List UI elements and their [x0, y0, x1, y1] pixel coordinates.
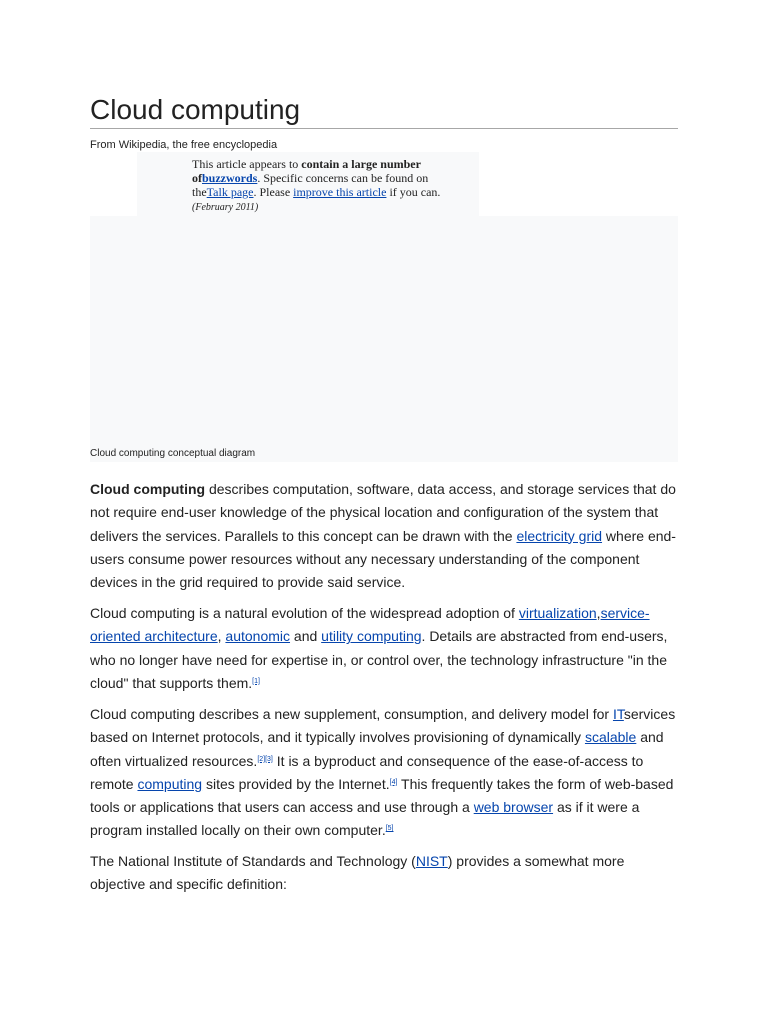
p3-text-3: and often virtualized resources. [90, 729, 664, 769]
soa-link[interactable]: service-oriented architecture [90, 605, 650, 645]
electricity-grid-link[interactable]: electricity grid [516, 527, 603, 544]
notice-date: (February 2011) [192, 202, 259, 213]
virtualization-link[interactable]: virtualization [518, 605, 597, 621]
ref-5[interactable]: [5] [385, 825, 394, 833]
notice-text [192, 157, 462, 215]
p2-text-2: . Details are abstracted from end-users, who no longer have need for expertise in, or control over, the technology infrastructure "in the cloud" that supports them. [90, 628, 668, 691]
p2-sep-1: , [596, 605, 601, 621]
notice-after-buzz: . Specific concerns can be found on the [192, 171, 429, 199]
notice-bold: contain a large number of [192, 157, 421, 185]
page-title: Cloud computing [90, 92, 678, 129]
utility-computing-link[interactable]: utility computing [321, 628, 422, 645]
figure-caption: Cloud computing conceptual diagram [90, 448, 256, 459]
autonomic-link[interactable]: autonomic [225, 628, 291, 645]
web-browser-link[interactable]: web browser [473, 799, 554, 816]
improve-article-link[interactable]: improve this article [293, 185, 387, 199]
nist-link[interactable]: NIST [415, 853, 448, 869]
lead-term: Cloud computing [90, 481, 206, 497]
p2-and: and [290, 628, 322, 645]
paragraph-2 [90, 602, 682, 695]
notice-mid: . Please [253, 185, 294, 199]
computing-link[interactable]: computing [137, 775, 203, 792]
p1-text-2: where end-users consume power resources without any necessary understanding of the component devices in the grid required to provide said service. [90, 527, 676, 591]
p4-text-2: ) provides a somewhat more objective and specific definition: [90, 853, 625, 893]
conceptual-diagram-figure [90, 216, 678, 462]
p1-text-1: describes computation, software, data access, and storage services that do not require end-user knowledge of the physical location and configuration of the system that delivers the services. Parallels to this concept can be drawn with the [90, 481, 676, 544]
p2-text-1: Cloud computing is a natural evolution of the widespread adoption of [90, 605, 519, 621]
ref-4[interactable]: [4] [389, 778, 398, 786]
p4-text-1: The National Institute of Standards and Technology ( [90, 853, 416, 869]
buzzwords-link[interactable]: buzzwords [202, 171, 258, 185]
talk-page-link[interactable]: Talk page [206, 185, 254, 199]
paragraph-1 [90, 478, 682, 594]
p3-text-1: Cloud computing describes a new supplement, consumption, and delivery model for [90, 706, 613, 722]
p2-sep-2: , [217, 628, 226, 645]
it-link[interactable]: IT [612, 706, 624, 722]
p3-text-5: sites provided by the Internet. [202, 775, 390, 792]
paragraph-3 [90, 703, 682, 843]
buzzwords-notice-box [137, 152, 479, 216]
p3-text-7: as if it were a program installed locally on their own computer. [90, 799, 640, 839]
p3-text-6: This frequently takes the form of web-based tools or applications that users can access and use through a [90, 775, 674, 816]
ref-1[interactable]: [1] [252, 677, 260, 685]
ref-2-3[interactable]: [2][3] [257, 755, 273, 763]
notice-pre: This article appears to [192, 157, 302, 171]
paragraph-4 [90, 850, 682, 897]
p3-text-2: services based on Internet protocols, and it typically involves provisioning of dynamically [90, 706, 676, 746]
page-subtitle: From Wikipedia, the free encyclopedia [90, 139, 278, 151]
p3-text-4: It is a byproduct and consequence of the ease-of-access to remote [90, 752, 644, 792]
scalable-link[interactable]: scalable [584, 729, 637, 746]
notice-end: if you can. [386, 185, 441, 199]
